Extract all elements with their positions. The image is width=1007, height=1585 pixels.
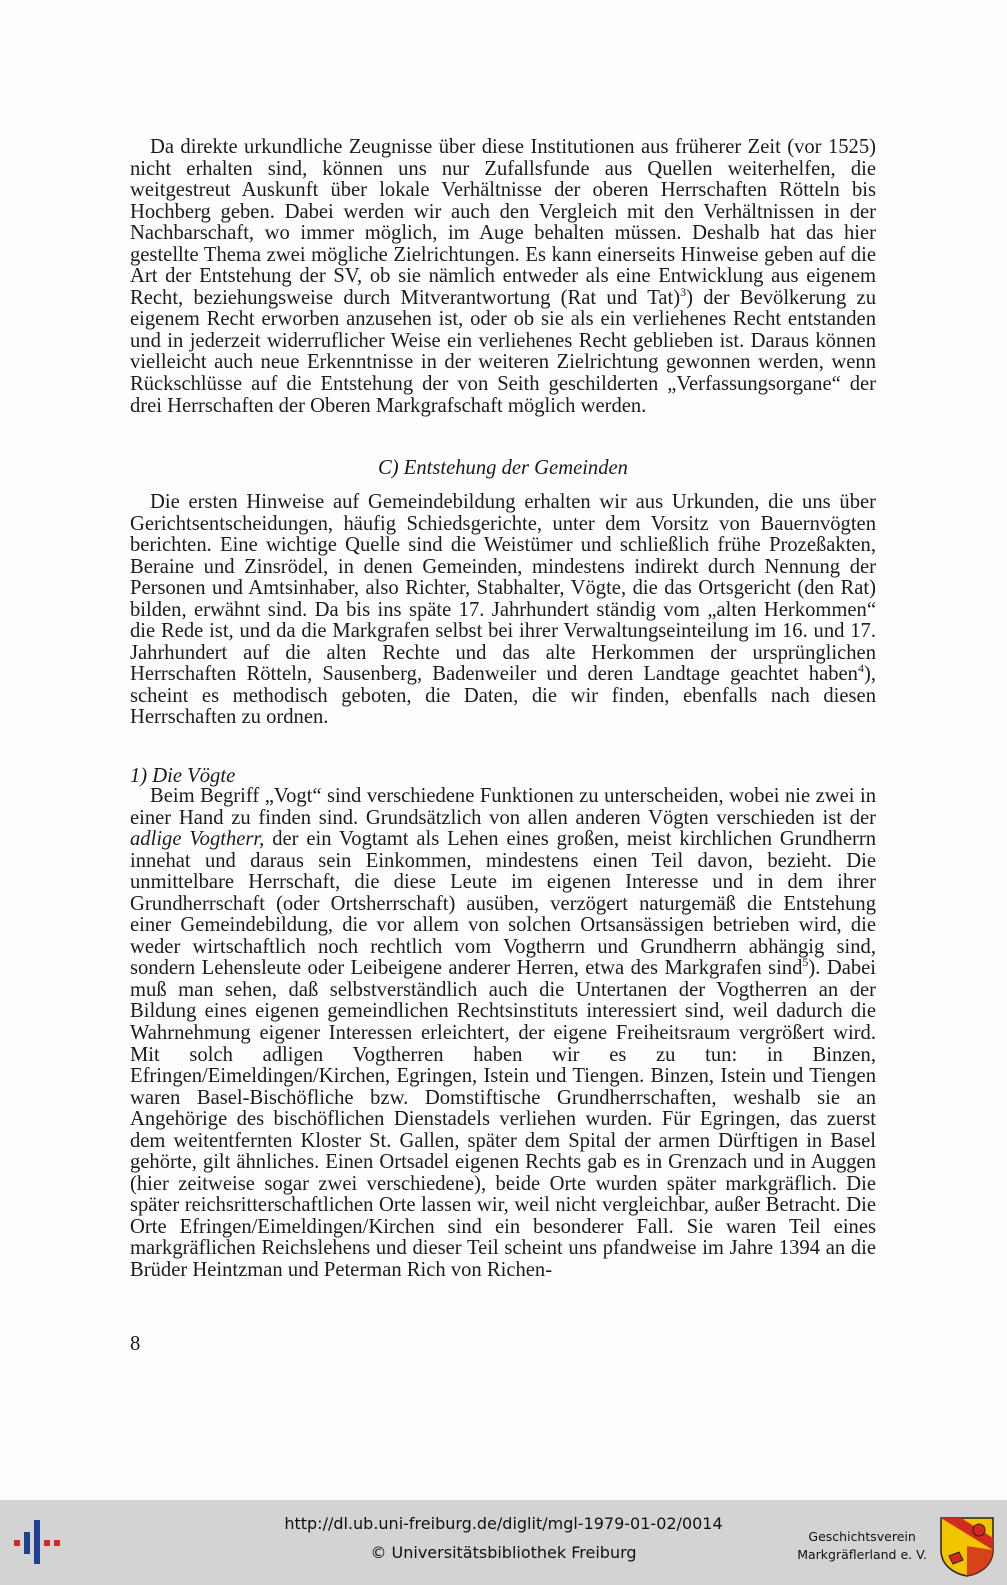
subsection-heading-voegte: 1) Die Vögte (130, 765, 236, 787)
footer-bar (0, 1500, 1007, 1585)
society-name-line-2: Markgräflerland e. V. (797, 1547, 927, 1562)
paragraph-1 (130, 137, 876, 417)
society-name (797, 1528, 927, 1564)
coat-of-arms-icon (939, 1516, 995, 1578)
paragraph-3-text-a: Beim Begriff „Vogt“ sind verschiedene Funktionen zu unterscheiden, wobei nie zwei in einer Hand zu finden sind. Grundsätzlich von allen anderen Vögten verschieden ist der (130, 785, 876, 829)
permalink-url[interactable]: http://dl.ub.uni-freiburg.de/diglit/mgl-1979-01-02/0014 (284, 1514, 723, 1533)
page-number: 8 (130, 1333, 141, 1355)
paragraph-3-text-c: ). Dabei muß man sehen, daß selbstverständlich auch die Untertanen der Vogtherren an der Bildung eines eigenen gemeindlichen Rechtsinstituts interessiert sind, weil dadurch die Wahrnehmung eigener Interessen erleichtert, der eigene Freiheitsraum vergrößert wird. Mit solch adligen Vogtherren haben wir es zu tun: in Binzen, Efringen/Eimeldingen/Kirchen, Egringen, Istein und Tiengen. Binzen, Istein und Tiengen waren Basel-Bischöfliche bzw. Domstiftische Grundherrschaften, weshalb sie an Angehörige des bischöflichen Dienstadels verliehen wurden. Für Egringen, das zuerst dem weitentfernten Kloster St. Gallen, später dem Spital der armen Dürftigen in Basel gehörte, gilt ähnliches. Einen Ortsadel eigenen Rechts gab es in Grenzach und in Auggen (hier zeitweise sogar zwei verschiedene), beide Orte wurden später markgräflich. Die später reichsritterschaftlichen Orte lassen wir, weil nicht vergleichbar, außer Betracht. Die Orte Efringen/Eimeldingen/Kirchen sind ein besonderer Fall. Sie waren Teil eines markgräflichen Reichslehens und dieser Teil scheint uns pfandweise im Jahre 1394 an die Brüder Heintzman und Peterman Rich von Richen- (130, 957, 876, 1282)
paragraph-2-text-a: Die ersten Hinweise auf Gemeindebildung erhalten wir aus Urkunden, die uns über Gerichtsentscheidungen, häufig Schiedsgerichte, unter dem Vorsitz von Bauernvögten berichten. Eine wichtige Quelle sind die Weistümer und schließlich frühe Prozeßakten, Beraine und Zinsrödel, in denen Gemeinden, mindestens indirekt durch Nennung der Personen und Amtsinhaber, also Richter, Stabhalter, Vögte, die das Ortsgericht (den Rat) bilden, erwähnt sind. Da bis ins späte 17. Jahrhundert ständig vom „alten Herkommen“ die Rede ist, und da die Markgrafen selbst bei ihrer Verwaltungseinteilung im 16. und 17. Jahrhundert auf die alten Rechte und das alte Herkommen der ursprünglichen Herrschaften Rötteln, Sausenberg, Badenweiler und deren Landtage geachtet haben (130, 491, 876, 686)
footnote-ref-4: 4 (857, 661, 864, 676)
paragraph-2-text-b: ), scheint es methodisch geboten, die Daten, die wir finden, ebenfalls nach diesen Herrschaften zu ordnen. (130, 663, 876, 729)
paragraph-1-text-b: ) der Bevölkerung zu eigenem Recht erworben anzusehen ist, oder ob sie als ein verliehenes Recht entstanden und in jederzeit widerruflicher Weise ein verliehenes Recht geblieben ist. Daraus können vielleicht auch neue Erkenntnisse in der weiteren Zielrichtung gewonnen werden, wenn Rückschlüsse auf die Entstehung der von Seith geschilderten „Verfassungsorgane“ der drei Herrschaften der Oberen Markgrafschaft möglich werden. (130, 286, 876, 417)
paragraph-3-text-b: der ein Vogtamt als Lehen eines großen, meist kirchlichen Grundherrn innehat und daraus sein Einkommen, mindestens einen Teil davon, bezieht. Die unmittelbare Herrschaft, die diese Leute im eigenen Interesse und in dem ihrer Grundherrschaft (oder Ortsherrschaft) ausüben, verzögert naturgemäß die Entstehung einer Gemeindebildung, die vor allem von solchen Ortsansässigen betrieben wird, die weder wirtschaftlich noch rechtlich vom Vogtherrn und Grundherrn abhängig sind, sondern Lehensleute oder Leibeigene anderer Herren, etwa des Markgrafen sind (130, 828, 876, 980)
society-name-line-1: Geschichtsverein (808, 1529, 916, 1544)
footnote-ref-3: 3 (680, 284, 687, 299)
section-heading-c: C) Entstehung der Gemeinden (378, 457, 628, 479)
footnote-ref-5: 5 (802, 955, 809, 970)
paragraph-1-text-a: Da direkte urkundliche Zeugnisse über diese Institutionen aus früherer Zeit (vor 1525) nicht erhalten sind, können uns nur Zufallsfunde aus Quellen weiterhelfen, die weitgestreut Auskunft über lokale Verhältnisse der oberen Herrschaften Rötteln bis Hochberg geben. Dabei werden wir auch den Vergleich mit den Verhältnissen in der Nachbarschaft, wo immer möglich, im Auge behalten müssen. Deshalb hat das hier gestellte Thema zwei mögliche Zielrichtungen. Es kann einerseits Hinweise geben auf die Art der Entstehung der SV, ob sie nämlich entweder als eine Entwicklung aus eigenem Recht, beziehungsweise durch Mitverantwortung (Rat und Tat) (130, 136, 876, 309)
paragraph-3-italic-term: adlige Vogtherr, (130, 828, 265, 851)
copyright-notice: © Universitätsbibliothek Freiburg (370, 1543, 637, 1562)
paragraph-3 (130, 786, 876, 1282)
paragraph-2 (130, 492, 876, 729)
